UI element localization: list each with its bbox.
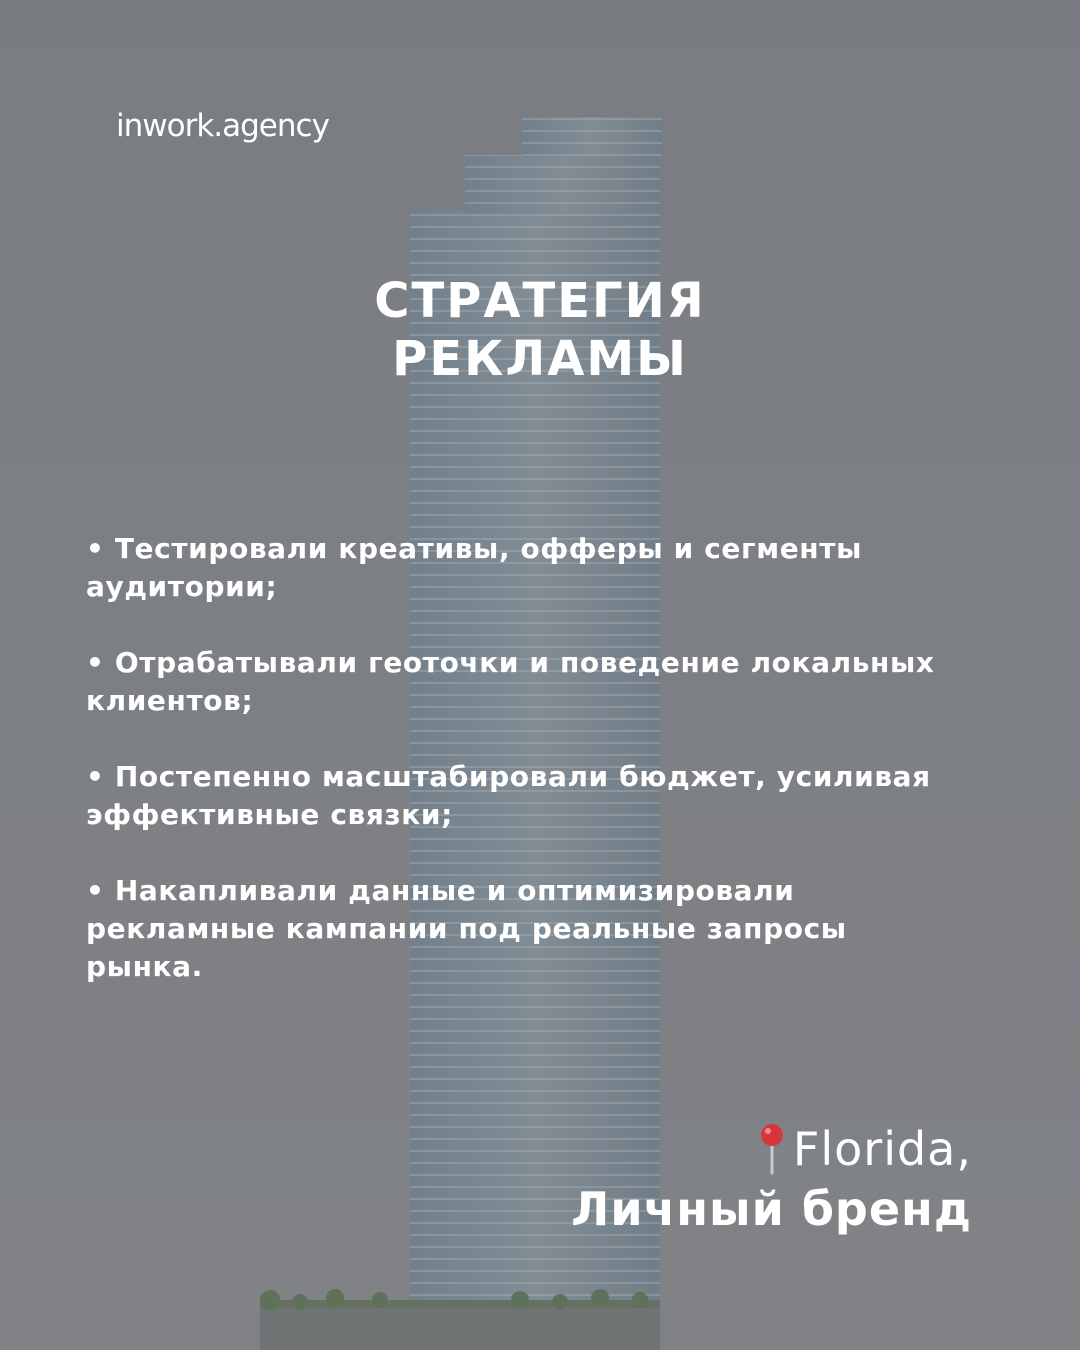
pushpin-icon [759,1123,785,1175]
page-title [0,272,1080,388]
title-line-1: СТРАТЕГИЯ [374,273,706,329]
title-line-2: РЕКЛАМЫ [392,331,688,387]
bullet-item: • Постепенно масштабировали бюджет, усиливая эффективные связки; [86,760,931,831]
bullet-item: • Накапливали данные и оптимизировали рекламные кампании под реальные запросы рынка. [86,874,847,983]
bullet-item: • Отрабатывали геоточки и поведение локальных клиентов; [86,646,935,717]
bullet-list [86,530,966,1024]
location-block [571,1118,972,1238]
location-place: Florida, [792,1122,972,1176]
project-name: Личный бренд [571,1182,972,1236]
location-line [571,1118,972,1180]
bullet-item: • Тестировали креативы, офферы и сегменты аудитории; [86,532,863,603]
brand-wordmark: inwork.agency [116,108,329,144]
